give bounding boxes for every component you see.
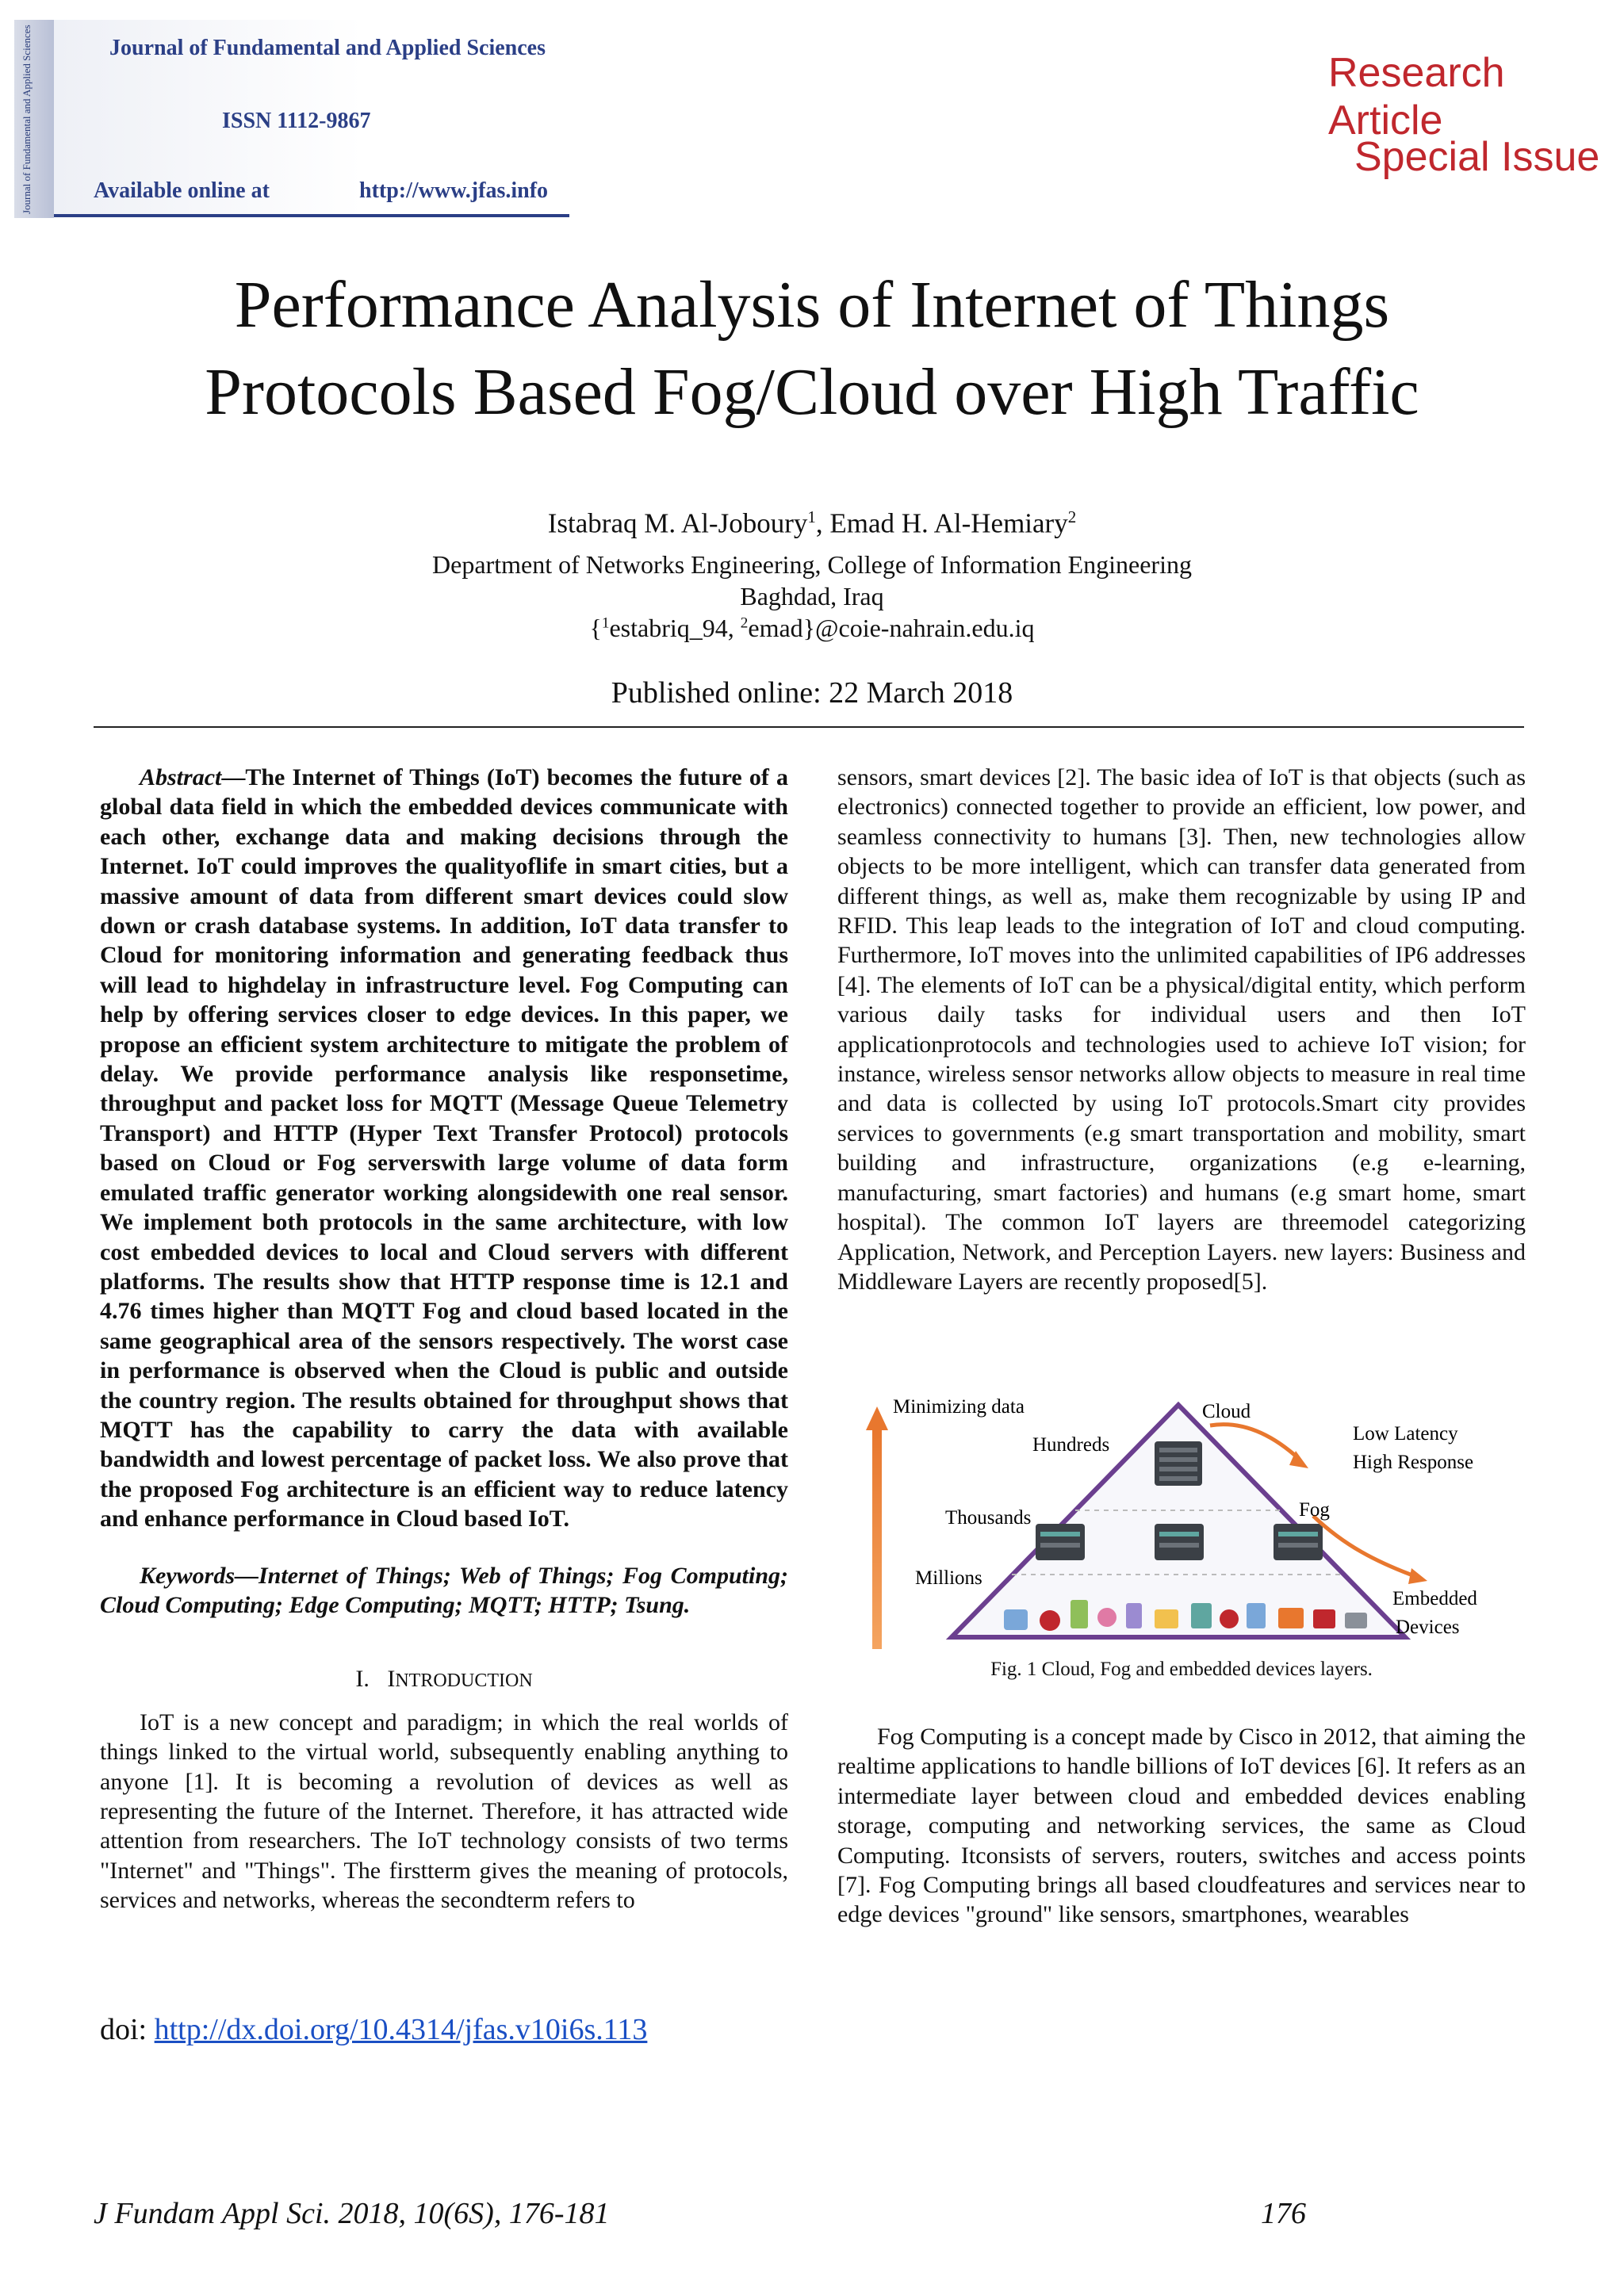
footer-page-number: 176 — [1261, 2197, 1306, 2230]
keywords-label: Keywords— — [140, 1562, 259, 1589]
doi-label: doi: — [100, 2013, 155, 2046]
label-cloud: Cloud — [1202, 1401, 1251, 1422]
author-2: Emad H. Al-Hemiary — [829, 507, 1068, 539]
doi-line — [100, 2012, 647, 2047]
abstract-label: Abstract — [140, 764, 222, 790]
right-paragraph-2: Fog Computing is a concept made by Cisco in 2012, that aiming the realtime applications to handle billions of IoT devices [6]. It refers as an intermediate layer between cloud and embedded devices enabling storage, computing and networking services, the same as Cloud Computing. Itconsists of servers, routers, switches and access points [7]. Fog Computing brings all based cloudfeatures and services near to edge devices "ground" like sensors, smartphones, wearables — [837, 1724, 1526, 1928]
journal-url[interactable]: http://www.jfas.info — [359, 178, 549, 203]
published-date: Published online: 22 March 2018 — [611, 676, 1013, 710]
fog-server-icon — [1274, 1524, 1323, 1560]
label-high-response: High Response — [1353, 1452, 1474, 1473]
label-hundreds: Hundreds — [1032, 1434, 1110, 1456]
journal-name: Journal of Fundamental and Applied Sciences — [109, 36, 546, 60]
email-sup-1: 1 — [601, 614, 610, 632]
paper-title — [0, 262, 1624, 436]
right-column-top — [837, 763, 1526, 1296]
logo-spine-text: Journal of Fundamental and Applied Sciences — [21, 25, 33, 214]
label-fog: Fog — [1299, 1499, 1330, 1521]
intro-paragraph: IoT is a new concept and paradigm; in which the real worlds of things linked to the virtual world, subsequently enabling anything to anyone [1]. It is becoming a revolution of devices as well as representing the future of the Internet. Therefore, it has attracted wide attention from researchers. The IoT technology consists of two terms "Internet" and "Things". The firstterm gives the meaning of protocols, services and networks, whereas the secondterm refers to — [100, 1709, 788, 1914]
label-devices: Devices — [1396, 1617, 1460, 1638]
fog-server-icon — [1155, 1524, 1204, 1560]
email-brace: { — [589, 614, 602, 642]
keywords-text: Internet of Things; Web of Things; Fog Computing; Cloud Computing; Edge Computing; MQTT; HTTP; Tsung. — [100, 1562, 788, 1618]
research-article-tag: Research Article — [1328, 50, 1505, 144]
section-heading-introduction — [100, 1664, 788, 1696]
figure-cloud-fog-layers — [837, 1395, 1526, 1657]
minimizing-arrow-head — [866, 1406, 888, 1430]
author-city: Baghdad, Iraq — [740, 582, 884, 610]
logo-rule — [54, 214, 569, 217]
section-title-rest: NTRODUCTION — [395, 1670, 533, 1692]
author-emails — [0, 614, 1624, 643]
doi-link[interactable]: http://dx.doi.org/10.4314/jfas.v10i6s.113 — [154, 2013, 648, 2046]
left-column — [100, 763, 788, 1915]
right-column-bottom — [837, 1698, 1526, 1954]
keywords — [100, 1561, 788, 1621]
author-1: Istabraq M. Al-Joboury — [547, 507, 808, 539]
minimizing-arrow-shaft — [872, 1427, 882, 1649]
author-2-affil: 2 — [1067, 507, 1077, 526]
label-millions: Millions — [915, 1567, 982, 1589]
abstract-text: —The Internet of Things (IoT) becomes the future of a global data field in which the embedded devices communicate with each other, exchange data and making decisions through the Internet. IoT could improves the qualityoflife in smart cities, but a massive amount of data from different smart devices could slow down or crash database systems. In addition, IoT data transfer to Cloud for monitoring information and generating feedback thus will lead to highdelay in infrastructure level. Fog Computing can help by offering services closer to edge devices. In this paper, we propose an efficient system architecture to mitigate the problem of delay. We provide performance analysis like responsetime, throughput and packet loss for MQTT (Message Queue Telemetry Transport) and HTTP (Hyper Text Transfer Protocol) protocols based on Cloud or Fog serverswith large volume of data form emulated traffic generator working alongsidewith one real sensor. We implement both protocols in the same architecture, with low cost embedded devices to local and Cloud servers with different platforms. The results show that HTTP response time is 12.1 and 4.76 times higher than MQTT Fog and cloud based located in the same geographical area of the sensors respectively. The worst case in performance is observed when the Cloud is public and outside the country region. The results obtained for throughput shows that MQTT has the capability to carry the data with available bandwidth and lowest percentage of packet loss. We also prove that the proposed Fog architecture is an efficient way to reduce latency and enhance performance in Cloud based IoT. — [100, 764, 788, 1533]
special-issue-tag: Special Issue — [1354, 134, 1600, 180]
footer-citation: J Fundam Appl Sci. 2018, 10(6S), 176-181 — [94, 2197, 610, 2230]
title-line-1: Performance Analysis of Internet of Things — [234, 268, 1390, 342]
email-sup-2: 2 — [740, 614, 749, 632]
author-line — [0, 507, 1624, 540]
author-department: Department of Networks Engineering, College of Information Engineering — [432, 550, 1192, 579]
journal-issn: ISSN 1112-9867 — [222, 109, 371, 133]
header-divider — [94, 726, 1524, 728]
available-online-label: Available online at — [94, 178, 270, 203]
email-part-1: estabriq_94, — [609, 614, 741, 642]
label-thousands: Thousands — [945, 1507, 1032, 1529]
cloud-server-icon — [1155, 1441, 1202, 1486]
title-line-2: Protocols Based Fog/Cloud over High Traffic — [205, 355, 1419, 429]
label-minimizing-data: Minimizing data — [893, 1396, 1025, 1418]
author-separator: , — [815, 507, 830, 539]
right-paragraph-1: sensors, smart devices [2]. The basic idea of IoT is that objects (such as electronics) connected together to provide an efficient, low power, and seamless connectivity to humans [3]. Then, new technologies allow objects to be more intelligent, which can transfer data generated from different things, as well as, make them recognizable by using IP and RFID. This leap leads to the integration of IoT and cloud computing. Furthermore, IoT moves into the unlimited capabilities of IP6 addresses [4]. The elements of IoT can be a physical/digital entity, which perform various daily tasks for individual users and then IoT applicationprotocols and technologies used to achieve IoT vision; for instance, wireless sensor networks allow objects to measure in real time and data is collected by using IoT protocols.Smart city provides services to governments (e.g smart transportation and mobility, smart building and infrastructure, organizations (e.g e-learning, manufacturing, smart factories) and humans (e.g smart home, smart hospital). The common IoT layers are threemodel categorizing Application, Network, and Perception Layers. new layers: Business and Middleware Layers are recently proposed[5]. — [837, 764, 1526, 1295]
label-low-latency: Low Latency — [1353, 1423, 1458, 1445]
fog-device-arrow-head — [1408, 1568, 1427, 1584]
abstract — [100, 763, 788, 1534]
journal-logo — [14, 12, 569, 214]
figure-caption: Fig. 1 Cloud, Fog and embedded devices layers. — [990, 1659, 1373, 1680]
label-embedded: Embedded — [1392, 1588, 1477, 1609]
email-part-2: emad}@coie-nahrain.edu.iq — [748, 614, 1035, 642]
section-number: I. — [355, 1666, 370, 1693]
section-title-initial: I — [387, 1666, 396, 1693]
fog-server-icon — [1036, 1524, 1085, 1560]
author-1-affil: 1 — [807, 507, 816, 526]
